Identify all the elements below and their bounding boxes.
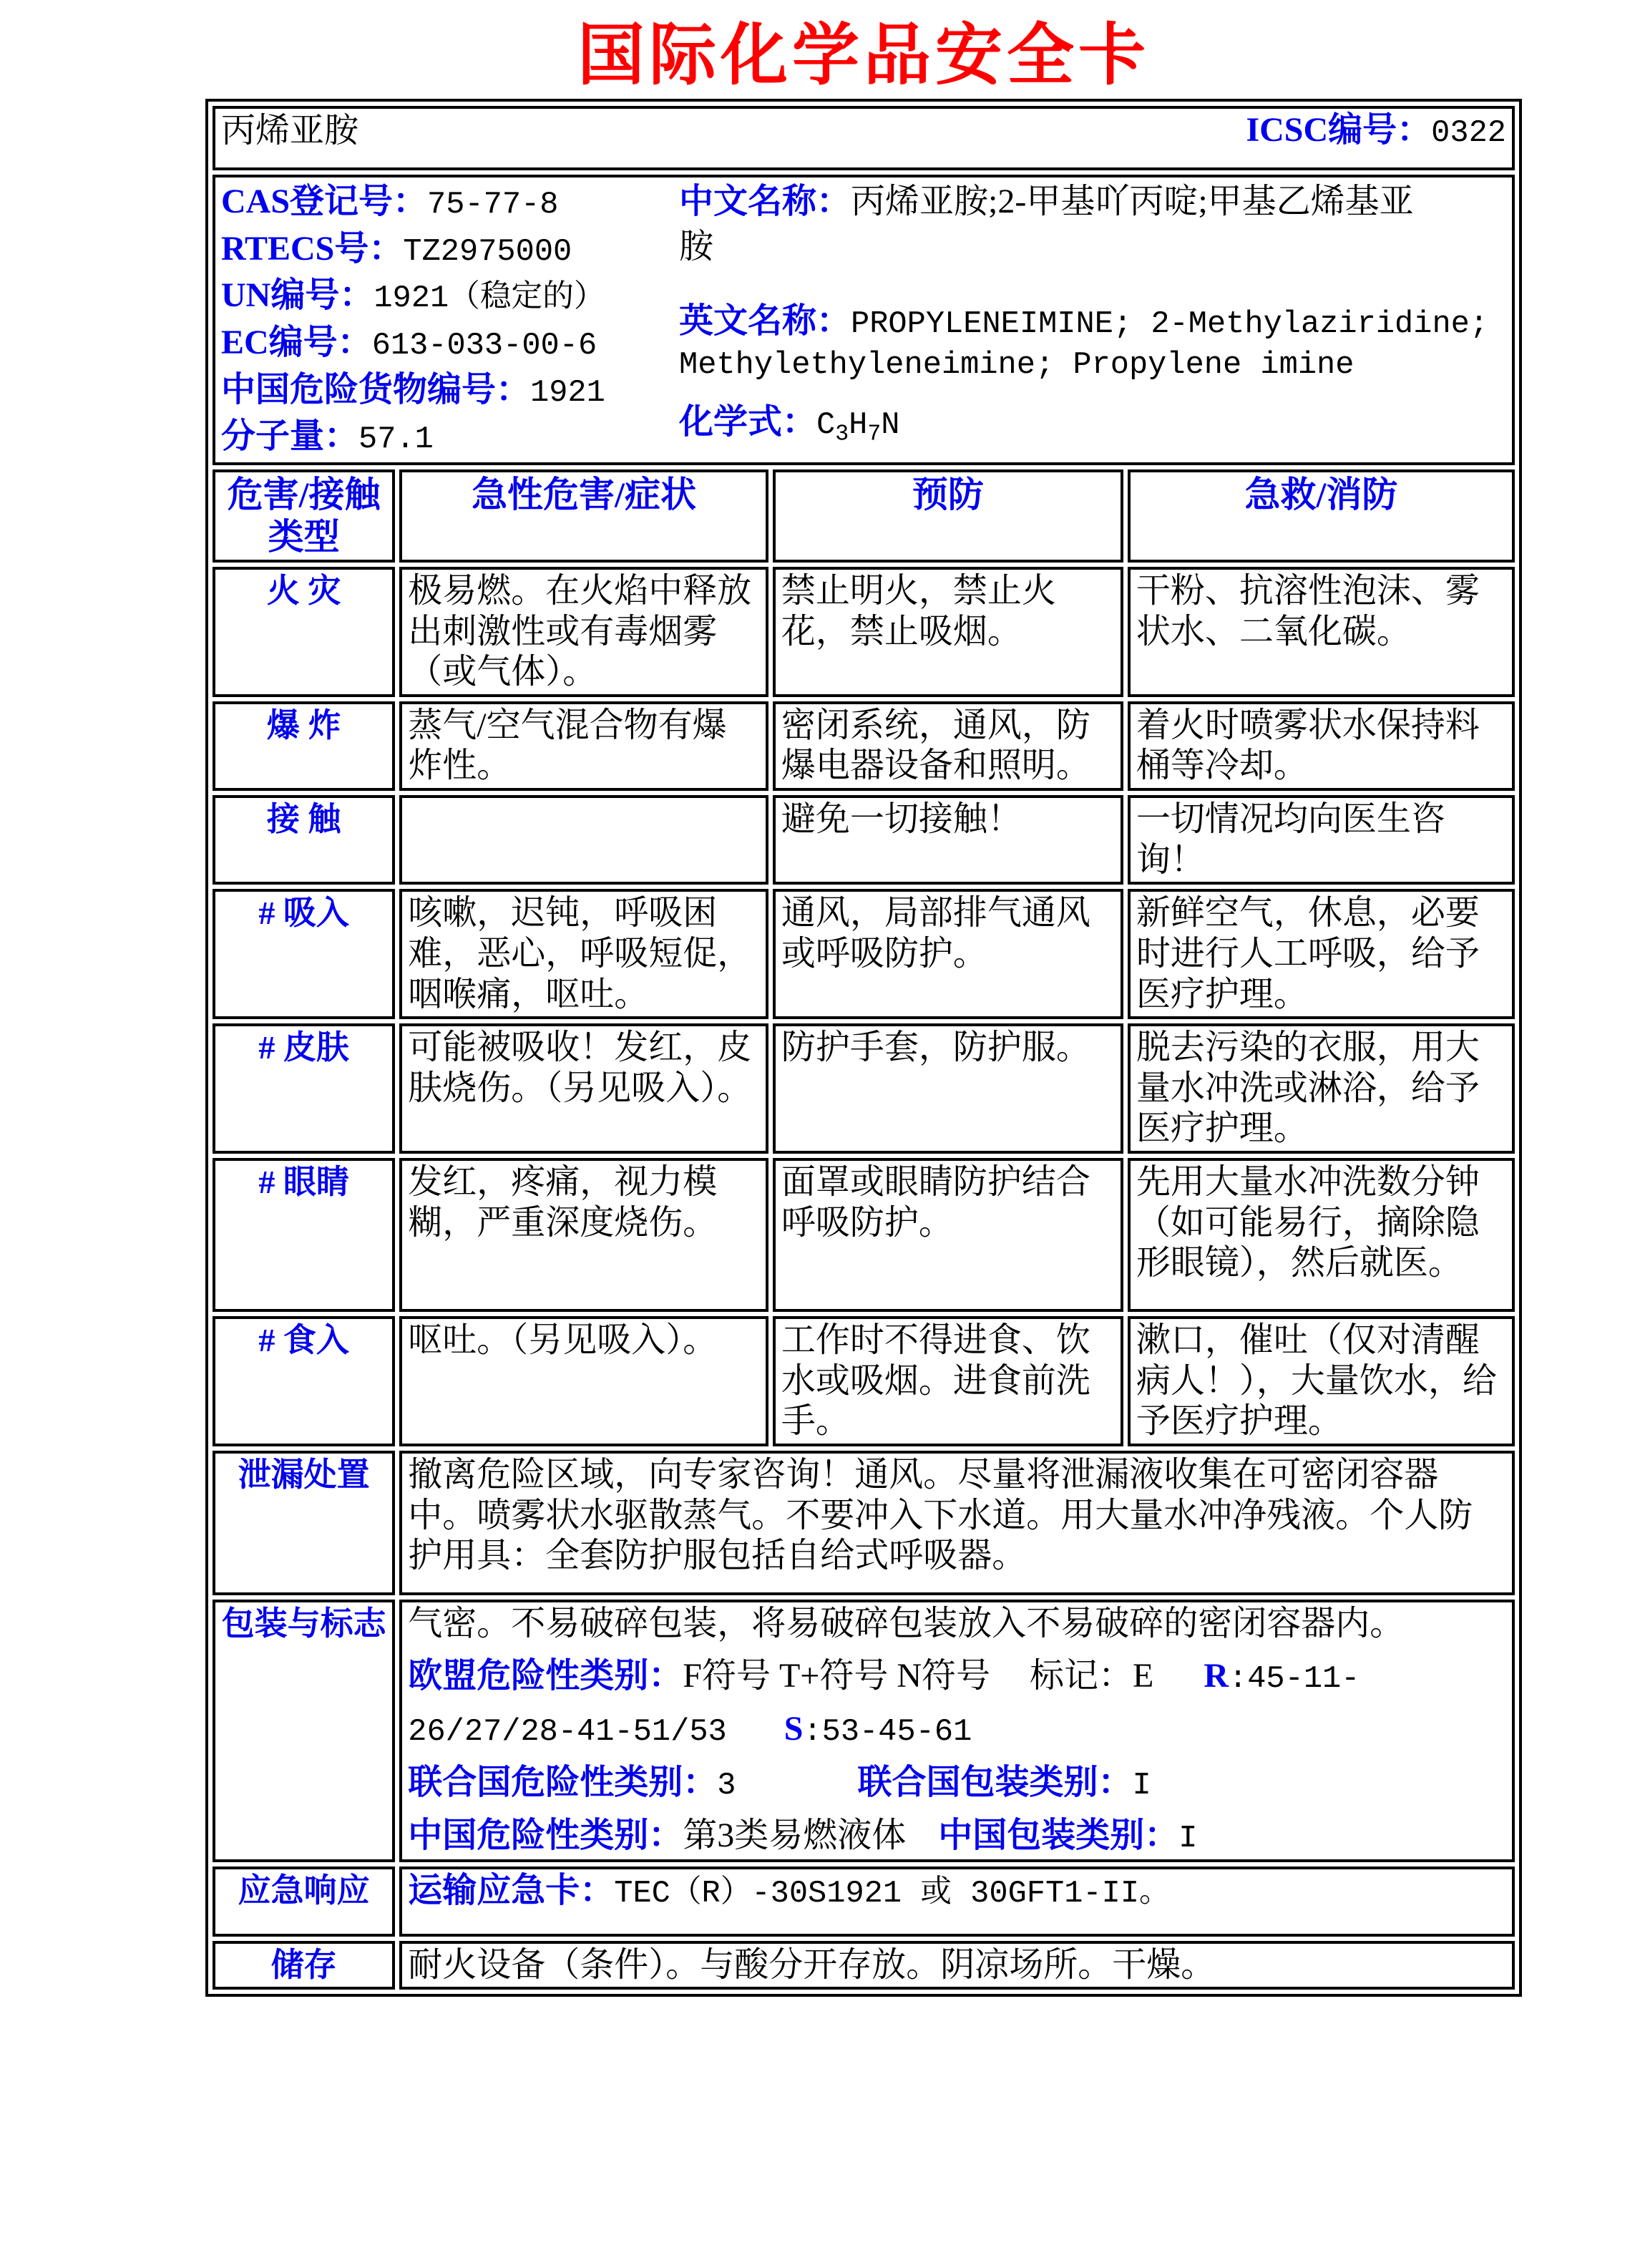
table-row-skin — [213, 1023, 1515, 1154]
substance-header-cell — [213, 106, 1515, 170]
spill-disposal-text: 撤离危险区域，向专家咨询！通风。尽量将泄漏液收集在可密闭容器中。喷雾状水驱散蒸气。不要冲入下水道。用大量水冲净残液。个人防护用具：全套防护服包括自给式呼吸器。 — [399, 1451, 1515, 1595]
header-acute-symptoms: 急性危害/症状 — [399, 469, 768, 563]
english-name-wrap: Methylethyleneimine; Propylene imine — [679, 348, 1354, 384]
molecular-weight-line: 分子量：57.1 — [221, 417, 434, 458]
row-label-spill-disposal: 泄漏处置 — [213, 1451, 395, 1595]
chemical-formula: $C_3H_7N$ — [816, 408, 900, 447]
table-row-explosion — [213, 701, 1515, 791]
row-label-storage: 储存 — [213, 1941, 395, 1990]
exposure-symptoms — [399, 795, 768, 885]
row-label-explosion: 爆 炸 — [213, 701, 395, 791]
header-hazard-type: 危害/接触 类型 — [213, 469, 395, 563]
packaging-content — [399, 1600, 1515, 1862]
explosion-response: 着火时喷雾状水保持料桶等冷却。 — [1128, 701, 1515, 791]
icsc-number-group — [1246, 110, 1506, 152]
table-row-packaging — [213, 1600, 1515, 1862]
english-name-line: 英文名称：PROPYLENEIMINE; 2-Methylaziridine; — [679, 301, 1489, 342]
header-prevention: 预防 — [773, 469, 1123, 563]
un-number-line: UN编号：1921（稳定的） — [221, 276, 605, 317]
skin-response: 脱去污染的衣服，用大量水冲洗或淋浴，给予医疗护理。 — [1128, 1023, 1515, 1154]
transport-card-value: TEC（R）-30S1921 或 30GFT1-II。 — [614, 1876, 1171, 1912]
fire-symptoms: 极易燃。在火焰中释放出刺激性或有毒烟雾（或气体）。 — [399, 567, 768, 697]
exposure-response: 一切情况均向医生咨询！ — [1128, 795, 1515, 885]
chemical-formula-line: 化学式：$C_3H_7N$ — [679, 403, 900, 447]
ingestion-response: 漱口，催吐（仅对清醒病人！），大量饮水，给予医疗护理。 — [1128, 1316, 1515, 1446]
skin-symptoms: 可能被吸收！发红，皮肤烧伤。（另见吸入）。 — [399, 1023, 768, 1154]
storage-text: 耐火设备（条件）。与酸分开存放。阴凉场所。干燥。 — [399, 1941, 1515, 1990]
table-row-fire — [213, 567, 1515, 697]
identification-row — [213, 175, 1515, 465]
eyes-response: 先用大量水冲洗数分钟（如可能易行，摘除隐形眼镜），然后就医。 — [1128, 1158, 1515, 1312]
skin-prevention: 防护手套，防护服。 — [773, 1023, 1123, 1154]
icsc-card-table — [205, 99, 1522, 1997]
packaging-line-un: 联合国危险性类别：3 联合国包装类别：I — [408, 1763, 1151, 1804]
packaging-line-r-continued: 26/27/28-41-51/53 S:53-45-61 — [408, 1710, 972, 1751]
ingestion-symptoms: 呕吐。（另见吸入）。 — [399, 1316, 768, 1446]
inhalation-symptoms: 咳嗽，迟钝，呼吸困难，恶心，呼吸短促，咽喉痛，呕吐。 — [399, 889, 768, 1019]
table-row-eyes — [213, 1158, 1515, 1312]
eyes-prevention: 面罩或眼睛防护结合呼吸防护。 — [773, 1158, 1123, 1312]
eyes-symptoms: 发红，疼痛，视力模糊，严重深度烧伤。 — [399, 1158, 768, 1312]
hazard-header-row — [213, 469, 1515, 563]
inhalation-response: 新鲜空气，休息，必要时进行人工呼吸，给予医疗护理。 — [1128, 889, 1515, 1019]
transport-card-label: 运输应急卡： — [408, 1871, 615, 1909]
identification-cell — [213, 175, 1515, 465]
ingestion-prevention: 工作时不得进食、饮水或吸烟。进食前洗手。 — [773, 1316, 1123, 1446]
chinese-name-line: 中文名称：丙烯亚胺;2-甲基吖丙啶;甲基乙烯基亚 — [679, 182, 1414, 220]
row-label-emergency-response: 应急响应 — [213, 1867, 395, 1937]
inhalation-prevention: 通风，局部排气通风或呼吸防护。 — [773, 889, 1123, 1019]
packaging-line-general: 气密。不易破碎包装，将易破碎包装放入不易破碎的密闭容器内。 — [408, 1604, 1405, 1642]
emergency-response-content — [399, 1867, 1515, 1937]
names-block — [679, 179, 1506, 449]
table-row-exposure — [213, 795, 1515, 885]
table-row-storage — [213, 1941, 1515, 1990]
icsc-number-label: ICSC编号： — [1246, 111, 1432, 149]
substance-name: 丙烯亚胺 — [221, 111, 359, 150]
cas-number-line: CAS登记号：75-77-8 — [221, 182, 559, 223]
icsc-card — [205, 19, 1522, 1997]
table-row-inhalation — [213, 889, 1515, 1019]
fire-response: 干粉、抗溶性泡沫、雾状水、二氧化碳。 — [1128, 567, 1515, 697]
page-title: 国际化学品安全卡 — [577, 19, 1150, 93]
packaging-line-china: 中国危险性类别：第3类易燃液体 中国包装类别：I — [408, 1816, 1198, 1857]
china-dg-number-line: 中国危险货物编号：1921 — [221, 370, 605, 411]
packaging-line-eu: 欧盟危险性类别：F符号 T+符号 N符号 标记：E R:45-11- — [408, 1656, 1360, 1697]
exposure-prevention: 避免一切接触！ — [773, 795, 1123, 885]
header-firstaid-firefighting: 急救/消防 — [1128, 469, 1515, 563]
row-label-packaging: 包装与标志 — [213, 1600, 395, 1862]
explosion-prevention: 密闭系统，通风，防爆电器设备和照明。 — [773, 701, 1123, 791]
row-label-eyes: # 眼睛 — [213, 1158, 395, 1312]
table-row-emergency-response — [213, 1867, 1515, 1937]
icsc-number-value: 0322 — [1431, 116, 1506, 151]
explosion-symptoms: 蒸气/空气混合物有爆炸性。 — [399, 701, 768, 791]
row-label-exposure: 接 触 — [213, 795, 395, 885]
row-label-inhalation: # 吸入 — [213, 889, 395, 1019]
fire-prevention: 禁止明火，禁止火花，禁止吸烟。 — [773, 567, 1123, 697]
identifier-list — [221, 179, 679, 461]
row-label-fire: 火 灾 — [213, 567, 395, 697]
substance-header-row — [213, 106, 1515, 170]
table-row-spill-disposal — [213, 1451, 1515, 1595]
row-label-ingestion: # 食入 — [213, 1316, 395, 1446]
table-row-ingestion — [213, 1316, 1515, 1446]
chinese-name-wrap: 胺 — [679, 228, 714, 266]
ec-number-line: EC编号：613-033-00-6 — [221, 323, 597, 364]
row-label-skin: # 皮肤 — [213, 1023, 395, 1154]
rtecs-number-line: RTECS号：TZ2975000 — [221, 229, 572, 270]
